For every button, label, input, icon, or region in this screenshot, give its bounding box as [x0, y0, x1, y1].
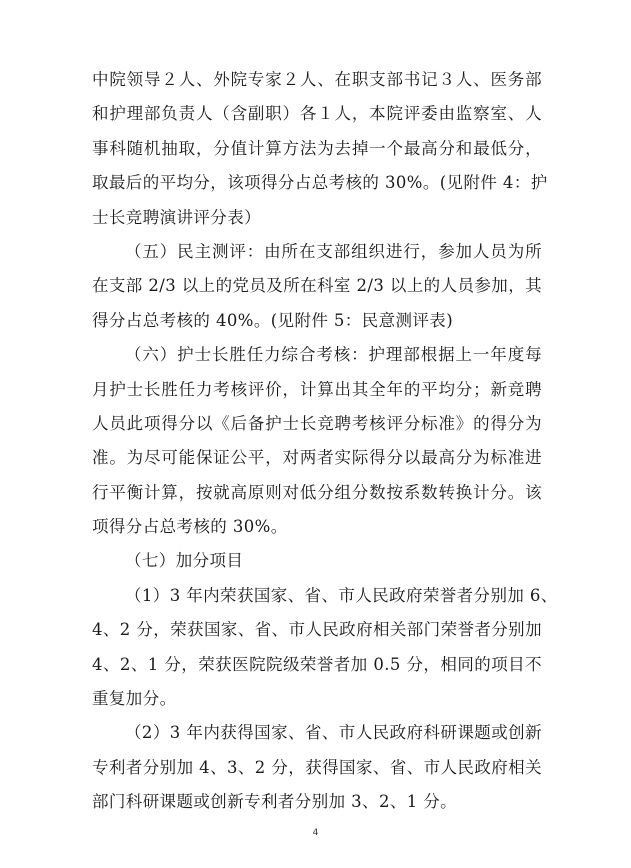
text-line: 士长竞聘演讲评分表）: [92, 207, 261, 227]
text-line: 行平衡计算，按就高原则对低分组分数按系数转换计分。该: [92, 482, 542, 502]
text-line: 准。为尽可能保证公平，对两者实际得分以最高分为标准进: [92, 448, 542, 468]
text-line: 4、2、1 分，荣获医院院级荣誉者加 0.5 分，相同的项目不: [92, 654, 542, 674]
text-line: 得分占总考核的 40%。(见附件 5：民意测评表): [92, 310, 454, 330]
text-line: （1）3 年内荣获国家、省、市人民政府荣誉者分别加 6、: [125, 585, 558, 605]
text-line: 中院领导２人、外院专家２人、在职支部书记３人、医务部: [92, 70, 542, 89]
text-line: 取最后的平均分，该项得分占总考核的 30%。(见附件 4：护: [92, 173, 548, 193]
text-line: 重复加分。: [92, 689, 177, 709]
page-number: 4: [312, 828, 319, 838]
text-line: 在支部 2/3 以上的党员及所在科室 2/3 以上的人员参加，其: [92, 276, 542, 296]
text-line: 专利者分别加 4、3、2 分，获得国家、省、市人民政府相关: [92, 757, 542, 777]
text-line: 人员此项得分以《后备护士长竞聘考核评分标准》的得分为: [92, 413, 542, 433]
section-heading: （七）加分项目: [125, 551, 244, 571]
text-line: 月护士长胜任力考核评价，计算出其全年的平均分；新竞聘: [92, 379, 542, 399]
text-line: 4、2 分，荣获国家、省、市人民政府相关部门荣誉者分别加: [92, 620, 542, 640]
text-line: 项得分占总考核的 30%。: [92, 517, 288, 537]
text-line: 和护理部负责人（含副职）各１人，本院评委由监察室、人: [92, 104, 542, 124]
text-line: （2）3 年内获得国家、省、市人民政府科研课题或创新: [125, 723, 542, 743]
text-line: 事科随机抽取，分值计算方法为去掉一个最高分和最低分，: [92, 138, 542, 158]
text-line: 部门科研课题或创新专利者分别加 3、2、1 分。: [92, 792, 458, 812]
document-body: [92, 63, 558, 820]
text-line: （五）民主测评：由所在支部组织进行，参加人员为所: [125, 241, 542, 261]
text-line: （六）护士长胜任力综合考核：护理部根据上一年度每: [125, 345, 542, 365]
